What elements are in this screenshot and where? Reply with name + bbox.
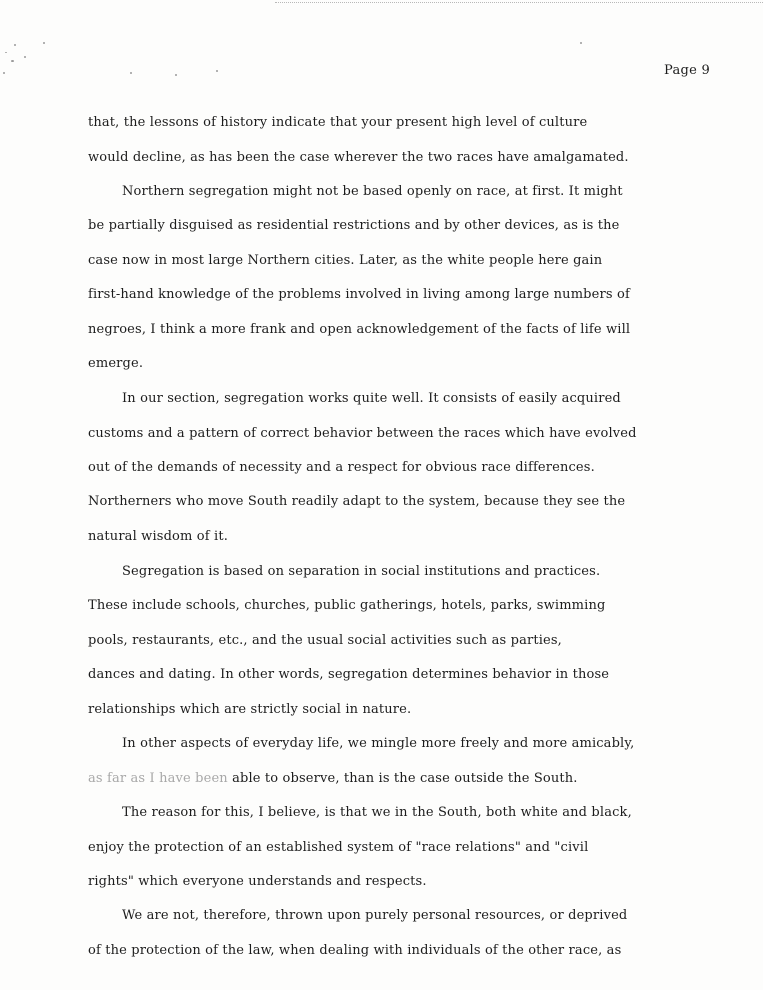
- text-line: first-hand knowledge of the problems involved in living among large numbers of: [88, 287, 630, 302]
- text-line: pools, restaurants, etc., and the usual social activities such as parties,: [88, 633, 562, 648]
- scan-speck: [5, 52, 7, 53]
- text-line: natural wisdom of it.: [88, 529, 228, 544]
- text-line: would decline, as has been the case wherever the two races have amalgamated.: [88, 150, 629, 165]
- scan-speck: [580, 42, 582, 44]
- text-line: of the protection of the law, when dealing with individuals of the other race, as: [88, 943, 622, 958]
- text-line: customs and a pattern of correct behavior between the races which have evolved: [88, 426, 637, 441]
- top-edge-dotted-line: [275, 2, 763, 3]
- text-line: enjoy the protection of an established system of "race relations" and "civil: [88, 840, 589, 855]
- text-line: The reason for this, I believe, is that we in the South, both white and black,: [122, 805, 632, 820]
- text-line: dances and dating. In other words, segregation determines behavior in those: [88, 667, 610, 682]
- text-line: Segregation is based on separation in social institutions and practices.: [122, 564, 601, 579]
- text-line: that, the lessons of history indicate that your present high level of culture: [88, 115, 588, 130]
- scan-speck: [11, 60, 14, 62]
- text-line: In other aspects of everyday life, we mingle more freely and more amicably,: [122, 736, 635, 751]
- text-line: Northerners who move South readily adapt to the system, because they see the: [88, 494, 626, 509]
- scan-speck: [3, 72, 5, 74]
- scan-speck: [216, 70, 218, 72]
- faded-text: as far as I have been: [88, 771, 228, 786]
- text-continuation: able to observe, than is the case outside the South.: [227, 771, 578, 786]
- scan-speck: [130, 72, 132, 74]
- text-line-faded: [88, 771, 578, 787]
- text-line: In our section, segregation works quite well. It consists of easily acquired: [122, 391, 621, 406]
- text-line: rights" which everyone understands and respects.: [88, 874, 427, 889]
- scan-speck: [14, 44, 16, 46]
- scan-speck: [43, 42, 45, 44]
- text-line: be partially disguised as residential restrictions and by other devices, as is the: [88, 218, 620, 233]
- scan-speck: [175, 74, 177, 76]
- text-line: These include schools, churches, public gatherings, hotels, parks, swimming: [88, 598, 606, 613]
- text-line: negroes, I think a more frank and open acknowledgement of the facts of life will: [88, 322, 631, 337]
- text-line: emerge.: [88, 356, 144, 371]
- text-line: We are not, therefore, thrown upon purely personal resources, or deprived: [122, 908, 628, 923]
- text-line: relationships which are strictly social in nature.: [88, 702, 412, 717]
- text-line: Northern segregation might not be based openly on race, at first. It might: [122, 184, 623, 199]
- text-line: out of the demands of necessity and a respect for obvious race differences.: [88, 460, 595, 475]
- scan-speck: [24, 56, 26, 58]
- text-line: case now in most large Northern cities. Later, as the white people here gain: [88, 253, 603, 268]
- page-number: Page 9: [664, 63, 711, 78]
